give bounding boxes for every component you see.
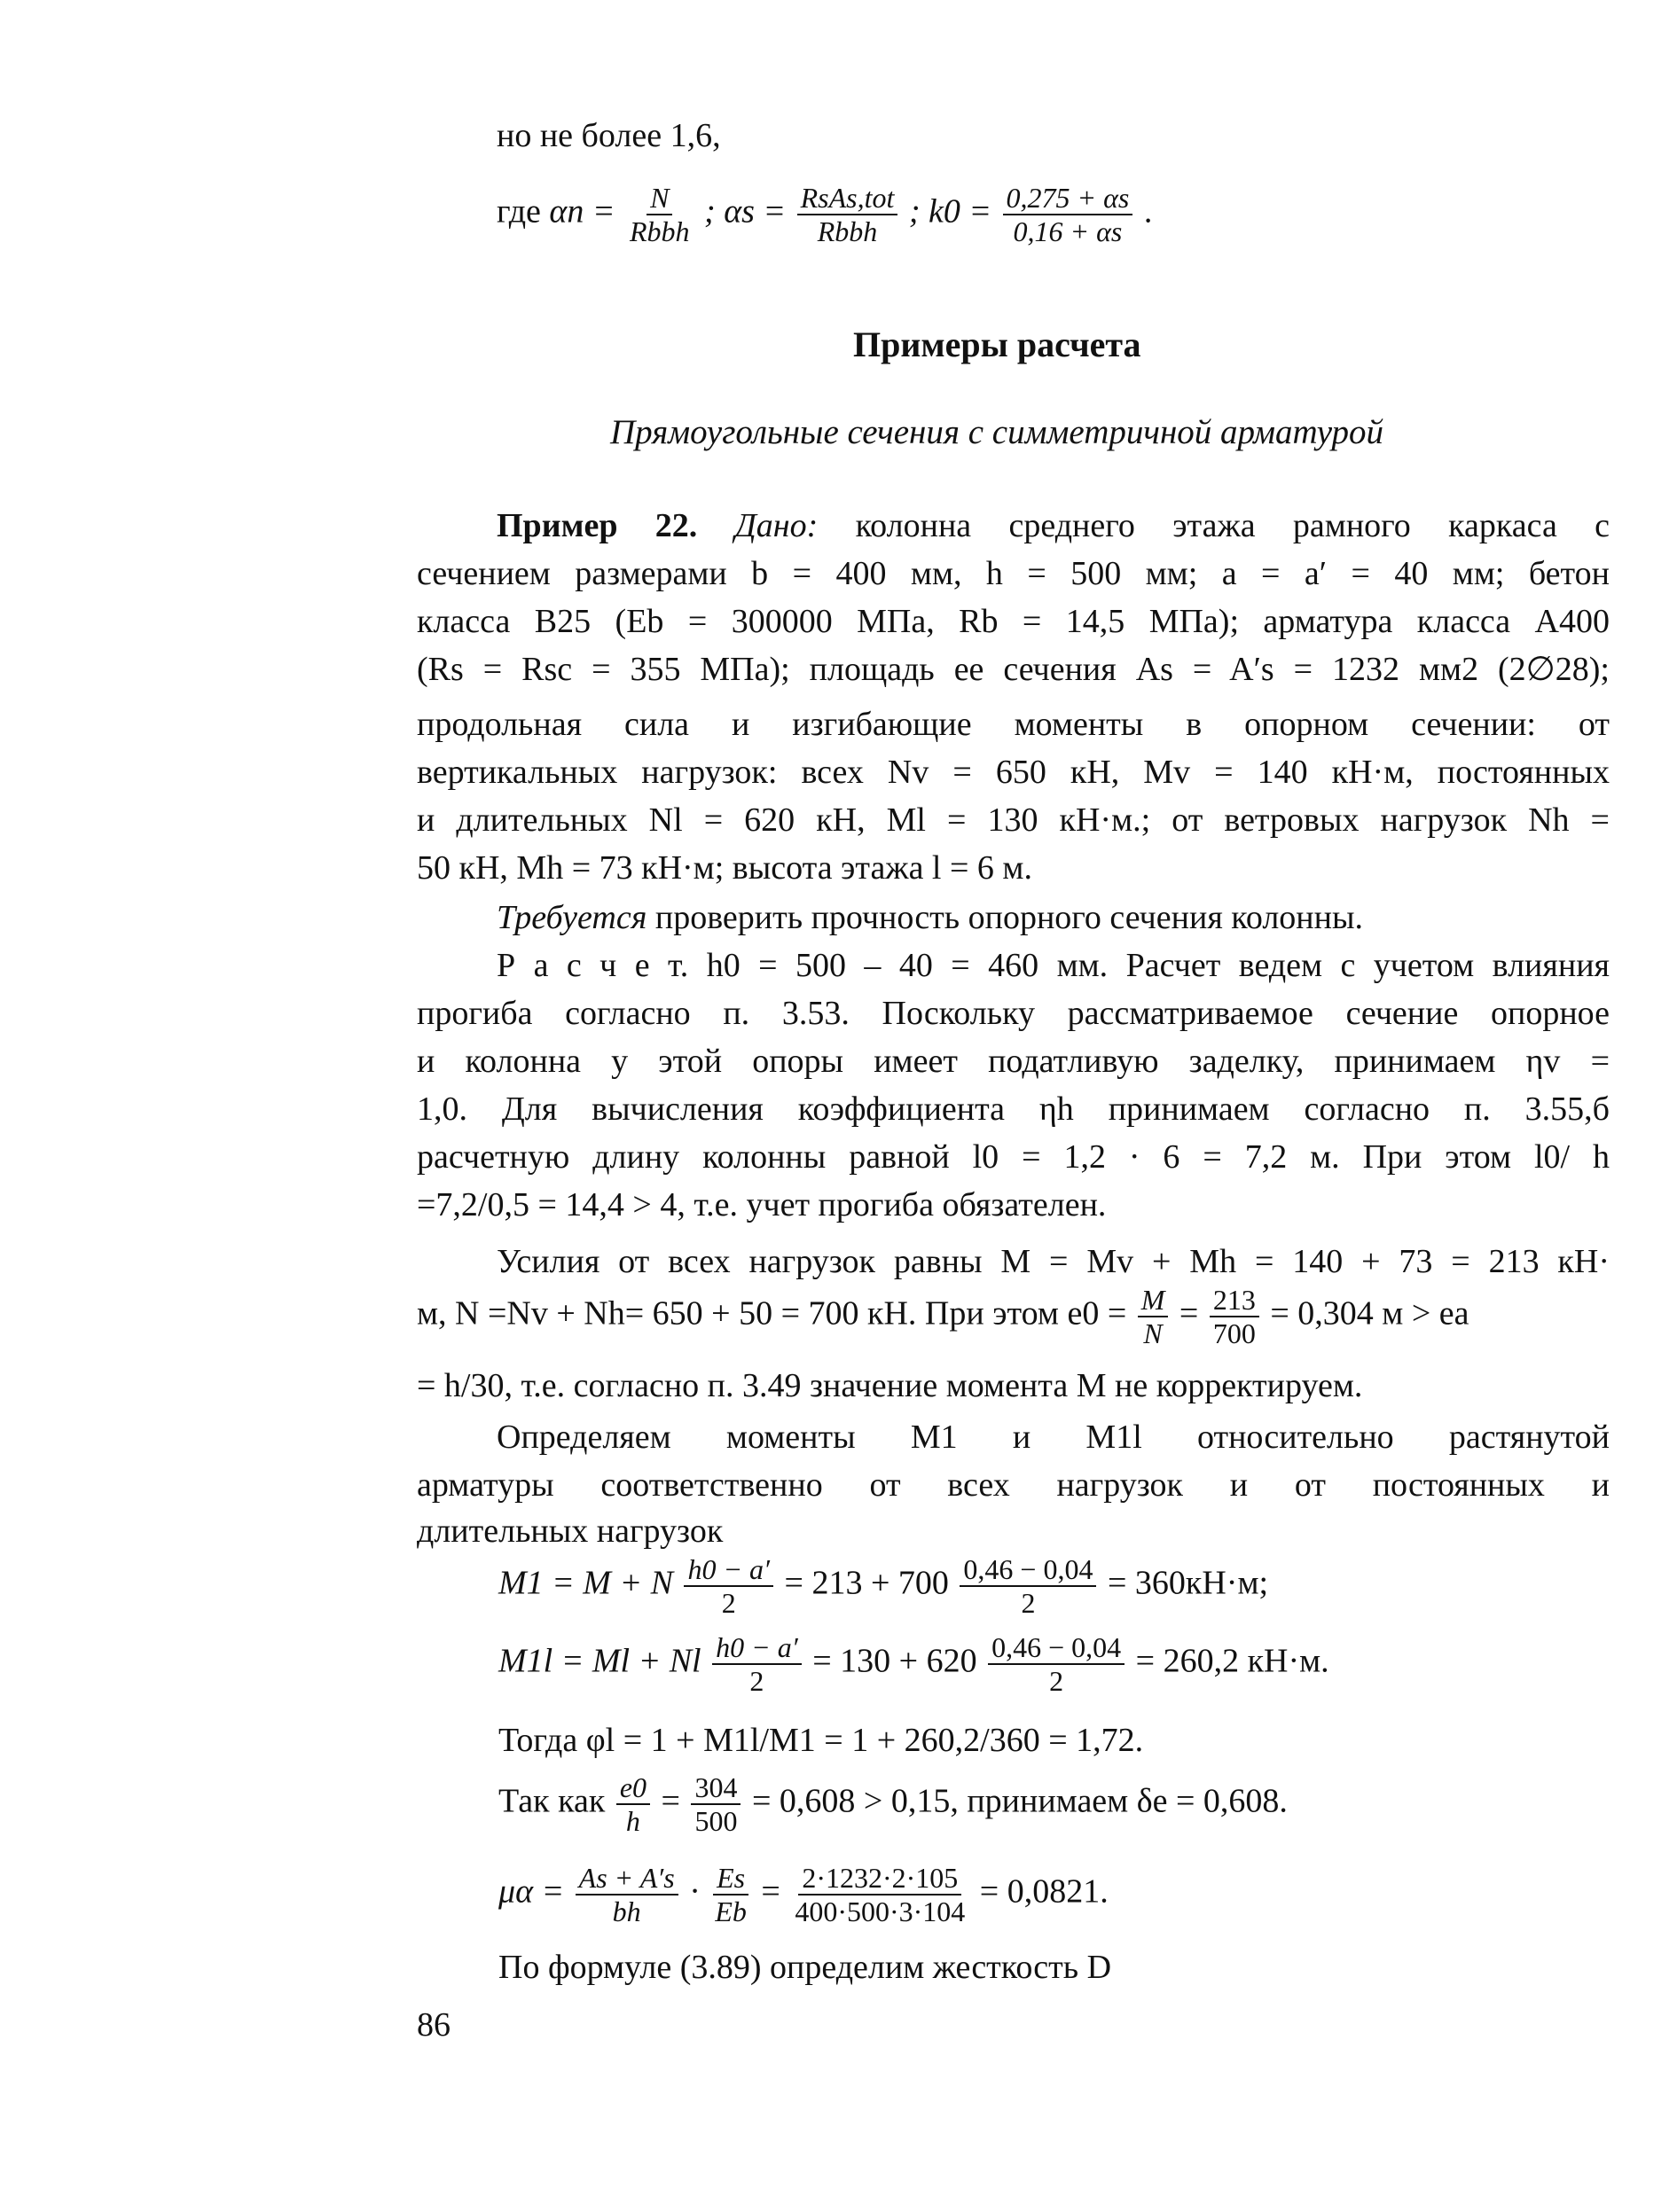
para1-line1: Пример 22. Дано: колонна среднего этажа рамного каркаса с [497, 507, 1610, 544]
para1-line: и длительных Nl = 620 кН, Ml = 130 кН·м.; от ветровых нагрузок Nh = [417, 801, 1610, 839]
para1-line: 50 кН, Mh = 73 кН·м; высота этажа l = 6 м. [417, 849, 1032, 887]
alpha-n-fraction: $\frac{N}{\text{Rbbh}}$ [630, 182, 690, 247]
m1l-formula: M1l = Ml + Nl $\frac{h0 - a'}{2}$ = 130 + 620 $\frac{0,46 - 0,04}{2}$ = 260,2 кН·м. [498, 1631, 1329, 1697]
alpha-s-fraction: $\frac{\text{RsAs,tot}}{\text{Rbbh}}$ [797, 182, 898, 247]
para2-line: прогиба согласно п. 3.53. Поскольку рассматриваемое сечение опорное [417, 995, 1610, 1032]
k0-lhs: ; k0 = [908, 192, 992, 231]
m1-formula: M1 = M + N $\frac{h0 - a'}{2}$ = 213 + 700 $\frac{0,46 - 0,04}{2}$ = 360кН·м; [498, 1553, 1269, 1619]
defs-prefix: где [497, 192, 541, 231]
since-formula: Так как $\frac{e0}{h}$ = $\frac{304}{500}$ = 0,608 > 0,15, принимаем δe = 0,608. [498, 1771, 1288, 1837]
section-subheading: Прямоугольные сечения с симметричной арматурой [610, 413, 1383, 451]
required-line: Требуется проверить прочность опорного сечения колонны. [497, 899, 1364, 936]
phi-line: Тогда φl = 1 + M1l/M1 = 1 + 260,2/360 = 1,72. [498, 1722, 1144, 1759]
para1-line: сечением размерами b = 400 мм, h = 500 мм; a = a′ = 40 мм; бетон [417, 555, 1610, 592]
para3-line1: Усилия от всех нагрузок равны M = Mv + Mh = 140 + 73 = 213 кН· [497, 1243, 1610, 1280]
e0-fraction-values: $\frac{213}{700}$ [1210, 1284, 1259, 1349]
para1-line: продольная сила и изгибающие моменты в опорном сечении: от [417, 706, 1610, 743]
alpha-s-lhs: ; αs = [704, 192, 787, 231]
given-label: Дано: [734, 507, 819, 544]
para2-line: и колонна у этой опоры имеет податливую заделку, принимаем ηv = [417, 1043, 1610, 1080]
definitions-formula: где αn = $\frac{N}{\text{Rbbh}}$ ; αs = $\frac{\text{RsAs,tot}}{\text{Rbbh}}$ ; k0 = $\frac{0,275 + \alpha s}{0,16 + \alpha s}$ . [497, 182, 1153, 247]
example-label: Пример 22. [497, 507, 698, 544]
para1-line: класса B25 (Eb = 300000 МПа, Rb = 14,5 МПа); арматура класса А400 [417, 603, 1610, 640]
para4-line: арматуры соответственно от всех нагрузок и от постоянных и [417, 1466, 1610, 1504]
para2-line: 1,0. Для вычисления коэффициента ηh принимаем согласно п. 3.55,б [417, 1090, 1610, 1128]
section-heading: Примеры расчета [853, 324, 1141, 364]
para1-line: (Rs = Rsc = 355 МПа); площадь ее сечения As = A′s = 1232 мм2 (2∅28); [417, 651, 1610, 688]
last-line: По формуле (3.89) определим жесткость D [498, 1949, 1112, 1986]
para3-line2: м, N =Nv + Nh= 650 + 50 = 700 кН. При этом e0 = $\frac{M}{N}$ = $\frac{213}{700}$ = 0,304 м > ea [417, 1284, 1469, 1349]
intro-line: но не более 1,6, [497, 117, 721, 154]
para2-line1: Р а с ч е т. h0 = 500 – 40 = 460 мм. Расчет ведем с учетом влияния [497, 947, 1610, 984]
para4-line: длительных нагрузок [417, 1512, 724, 1550]
e0-fraction-m-n: $\frac{M}{N}$ [1138, 1284, 1169, 1349]
mu-alpha-formula: μα = $\frac{As + A's}{bh}$ · $\frac{Es}{Eb}$ = $\frac{2\cdot 1232\cdot 2\cdot 105}{400\cdot 500\cdot 3\cdot 104}$ = 0,0821. [498, 1862, 1109, 1927]
para2-line: =7,2/0,5 = 14,4 > 4, т.е. учет прогиба обязателен. [417, 1186, 1107, 1223]
para2-line: расчетную длину колонны равной l0 = 1,2 · 6 = 7,2 м. При этом l0/ h [417, 1138, 1610, 1176]
page-number: 86 [417, 2006, 451, 2044]
para3-line3: = h/30, т.е. согласно п. 3.49 значение момента M не корректируем. [417, 1367, 1363, 1404]
para4-line: Определяем моменты M1 и M1l относительно растянутой [497, 1419, 1610, 1456]
calc-label: Р а с ч е т. [497, 947, 689, 984]
k0-fraction: $\frac{0,275 + \alpha s}{0,16 + \alpha s}$ [1003, 182, 1133, 247]
para1-line: вертикальных нагрузок: всех Nv = 650 кН, Mv = 140 кН·м, постоянных [417, 754, 1610, 791]
required-label: Требуется [497, 899, 647, 936]
alpha-n-lhs: αn = [549, 192, 615, 231]
